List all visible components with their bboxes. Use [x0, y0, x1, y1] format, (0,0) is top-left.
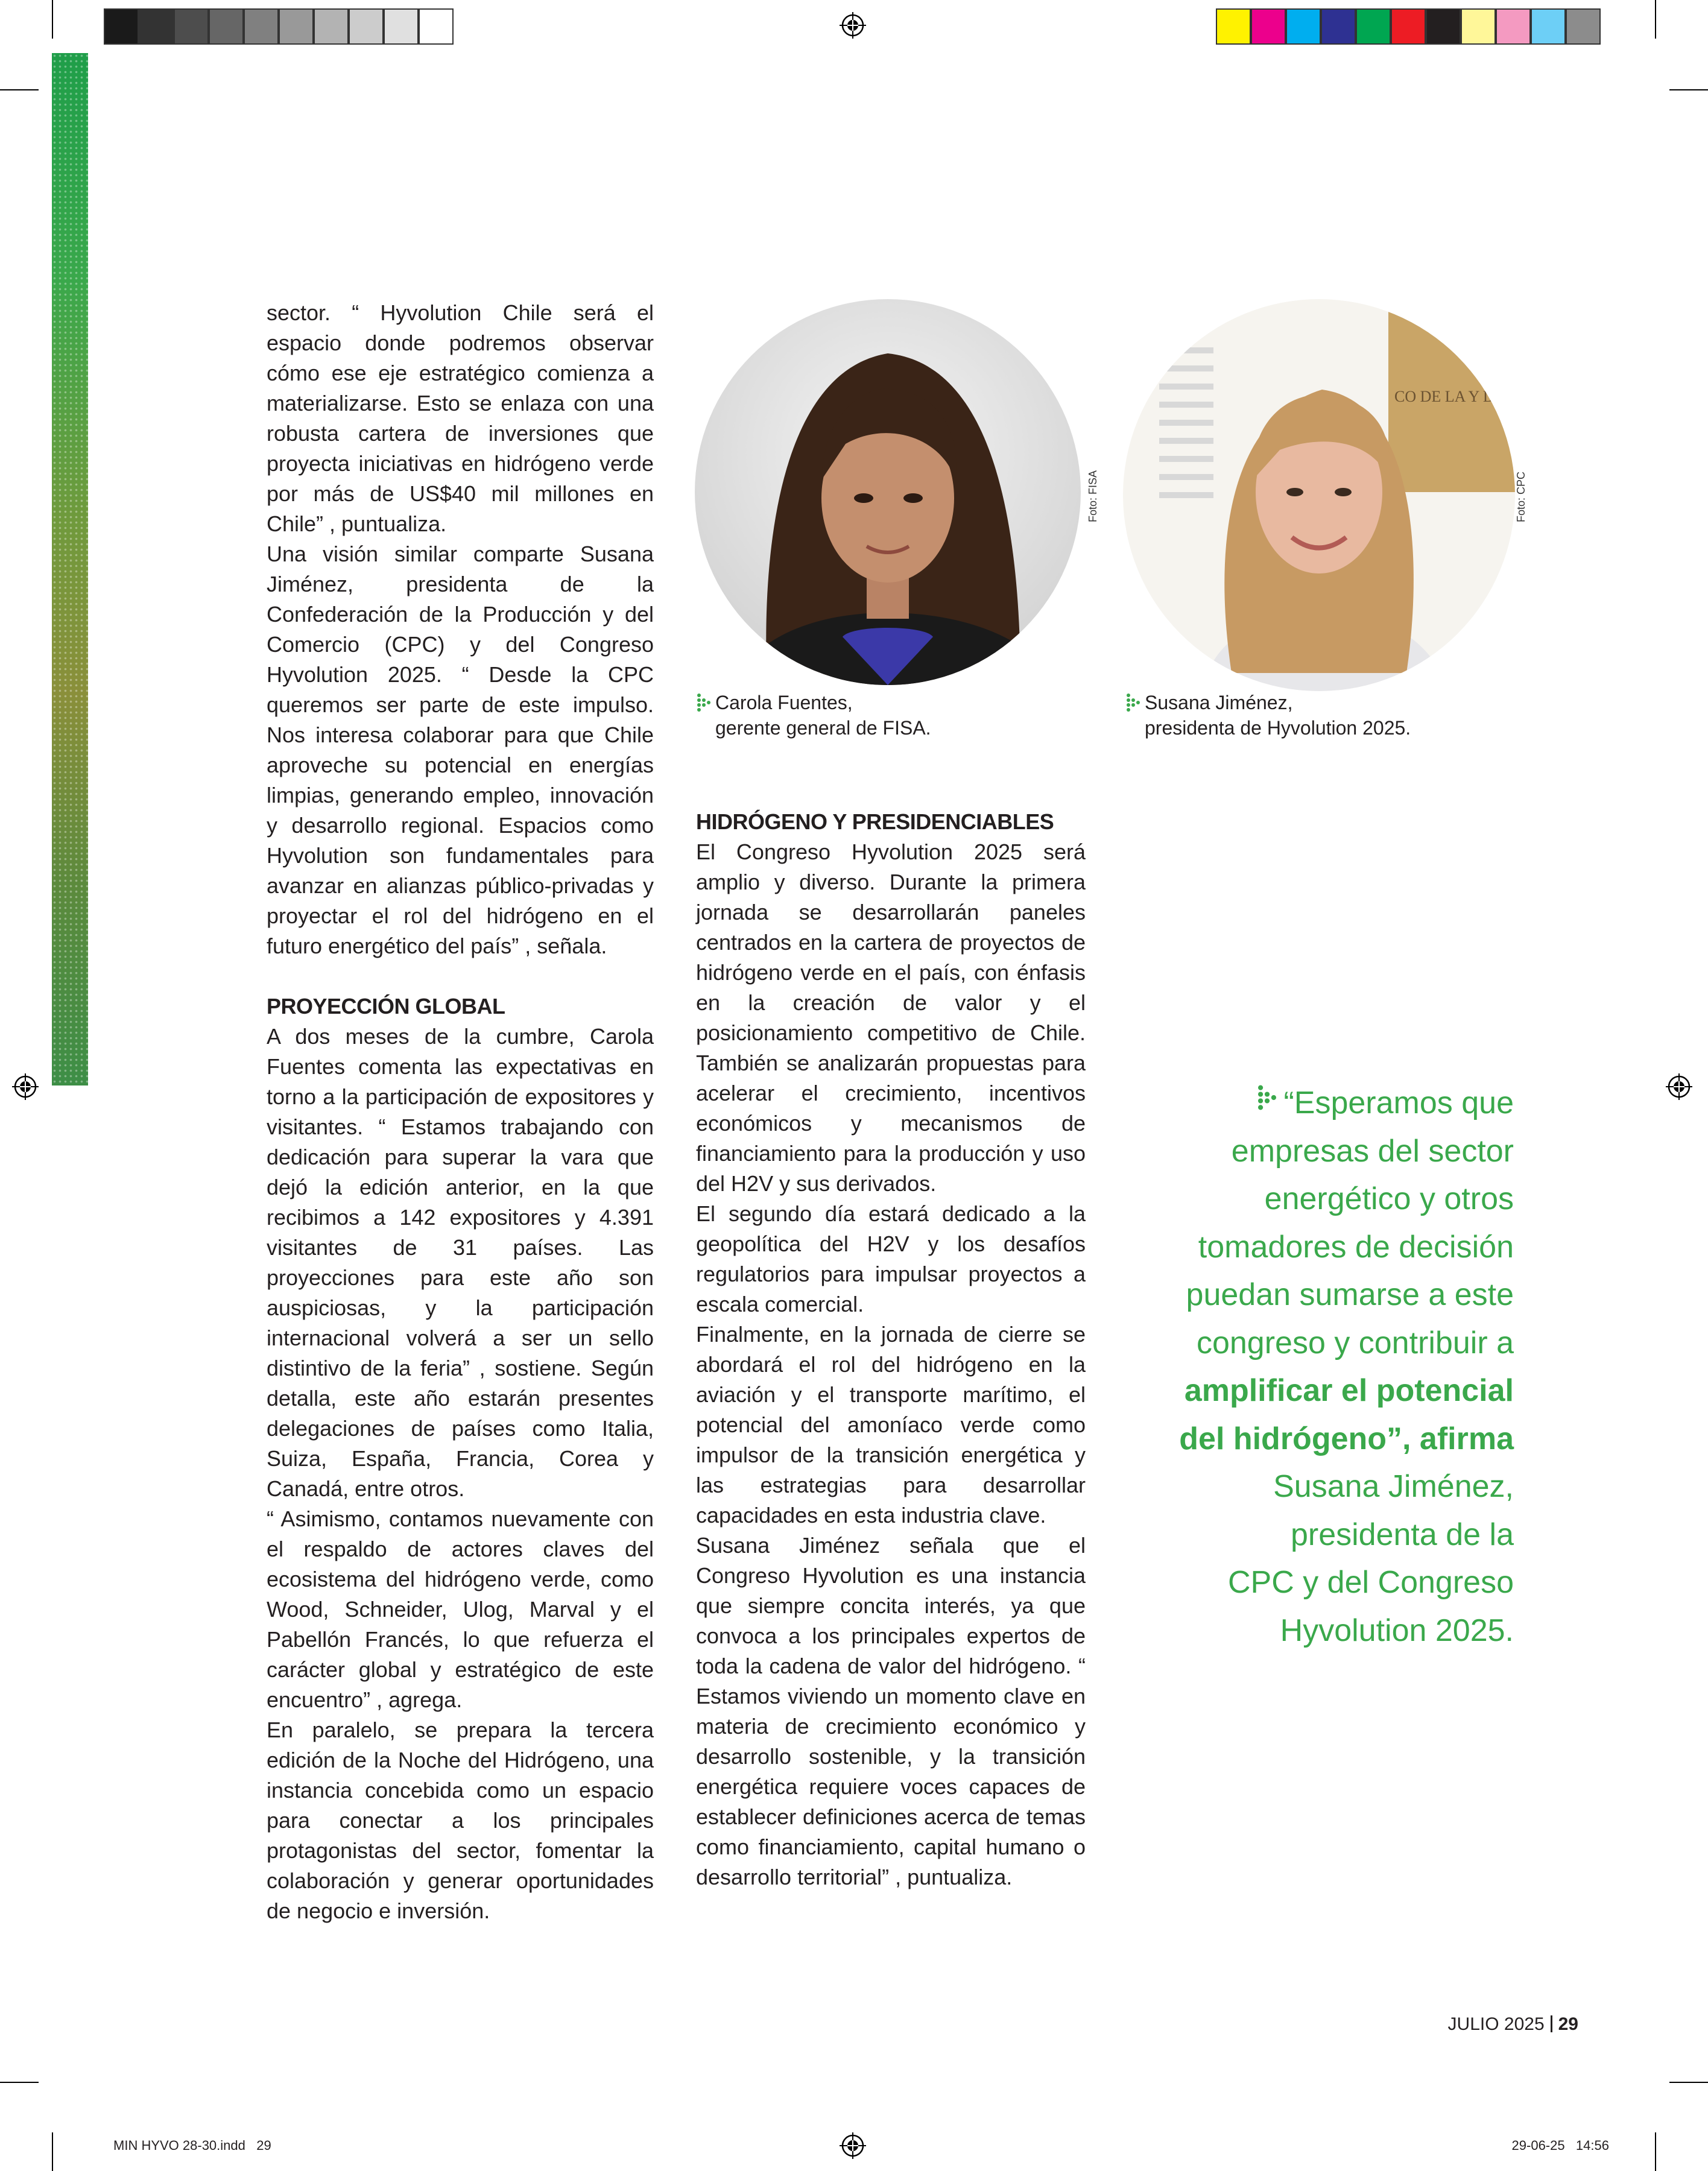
photo-caption-susana: [1145, 690, 1411, 741]
color-swatch-bar: [1216, 8, 1601, 45]
quote-line: Susana Jiménez,: [1273, 1469, 1514, 1504]
gray-swatch: [279, 8, 314, 45]
body-paragraph: “ Asimismo, contamos nuevamente con el respaldo de actores claves del ecosistema del hidrógeno verde, como Wood, Schneider, Ulog, Marval y el Pabellón Francés, lo que refuerza el carácter global y estratégico de este encuentro” , agrega.: [267, 1506, 654, 1712]
gray-swatch: [419, 8, 454, 45]
gray-swatch: [139, 8, 174, 45]
crop-mark: [1655, 2132, 1656, 2171]
gray-swatch: [349, 8, 384, 45]
gray-swatch: [244, 8, 279, 45]
crop-mark: [1669, 89, 1708, 90]
photo-caption-carola: [715, 690, 931, 741]
left-text-column: [267, 298, 654, 1926]
color-swatch: [1391, 8, 1426, 45]
dot-triangle-bullet-icon: [1127, 694, 1140, 712]
middle-text-column: [696, 807, 1086, 1892]
crop-mark: [0, 2082, 39, 2083]
body-paragraph: Susana Jiménez señala que el Congreso Hyvolution es una instancia que siempre concita interés, ya que convoca a los principales expertos de toda la cadena de valor del hidrógeno. “ Estamos viviendo un momento clave en materia de crecimiento económico y desarrollo sostenible, y la transición energética requiere voces capaces de establecer definiciones acerca de temas como financiamiento, capital humano o desarrollo territorial” , puntualiza.: [696, 1533, 1086, 1889]
photo-credit: Foto: CPC: [1515, 471, 1527, 522]
gray-swatch: [384, 8, 419, 45]
gray-swatch: [209, 8, 244, 45]
color-swatch: [1531, 8, 1566, 45]
registration-mark-top-icon: [840, 12, 866, 39]
gray-swatch: [174, 8, 209, 45]
quote-line: energético y otros: [1264, 1181, 1514, 1216]
issue-date: JULIO 2025: [1447, 2014, 1545, 2034]
quote-line-bold: del hidrógeno”, afirma: [1179, 1421, 1514, 1456]
body-paragraph: A dos meses de la cumbre, Carola Fuentes comenta las expectativas en torno a la participación de expositores y visitantes. “ Estamos trabajando con dedicación para superar la vara que dejó la edición anterior, en la que recibimos a 142 expositores y 4.391 visitantes de 31 países. Las proyecciones para este año son auspiciosas, y la participación internacional volverá a ser un sello distintivo de la feria” , sostiene. Según detalla, este año estarán presentes delegaciones de países como Italia, Suiza, España, Francia, Corea y Canadá, entre otros.: [267, 1024, 654, 1501]
dot-triangle-bullet-icon: [697, 694, 710, 712]
color-swatch: [1461, 8, 1496, 45]
slug-timestamp: 29-06-25 14:56: [1511, 2138, 1609, 2153]
susana-jimenez-photo: [1123, 299, 1515, 691]
color-swatch: [1356, 8, 1391, 45]
quote-line: puedan sumarse a este: [1186, 1277, 1514, 1312]
crop-mark: [1655, 0, 1656, 39]
color-swatch: [1321, 8, 1356, 45]
caption-role: gerente general de FISA.: [715, 717, 931, 739]
quote-line: congreso y contribuir a: [1196, 1325, 1514, 1360]
registration-mark-left-icon: [12, 1073, 39, 1100]
page-folio: [1448, 2014, 1578, 2035]
crop-mark: [52, 0, 53, 39]
gray-swatch: [104, 8, 139, 45]
page-number: 29: [1558, 2014, 1578, 2034]
crop-mark: [52, 2132, 53, 2171]
body-paragraph: En paralelo, se prepara la tercera edición de la Noche del Hidrógeno, una instancia concebida como un espacio para conectar a los principales protagonistas del sector, fomentar la colaboración y generar oportunidades de negocio e inversión.: [267, 1718, 654, 1923]
quote-line: CPC y del Congreso: [1228, 1565, 1514, 1600]
crop-mark: [1669, 2082, 1708, 2083]
color-swatch: [1566, 8, 1601, 45]
dot-triangle-bullet-icon: [1258, 1084, 1276, 1111]
decorative-green-strip: [52, 53, 88, 1086]
color-swatch: [1216, 8, 1251, 45]
quote-line: “Esperamos que: [1283, 1086, 1514, 1120]
quote-line: presidenta de la: [1290, 1517, 1514, 1552]
caption-role: presidenta de Hyvolution 2025.: [1145, 717, 1411, 739]
color-swatch: [1251, 8, 1286, 45]
body-paragraph: El segundo día estará dedicado a la geopolítica del H2V y los desafíos regulatorios para impulsar proyectos a escala comercial.: [696, 1201, 1086, 1316]
color-swatch: [1426, 8, 1461, 45]
caption-name: Susana Jiménez,: [1145, 692, 1293, 713]
quote-line: empresas del sector: [1231, 1133, 1514, 1169]
quote-line: tomadores de decisión: [1198, 1229, 1514, 1265]
gray-swatch: [314, 8, 349, 45]
body-paragraph: Finalmente, en la jornada de cierre se abordará el rol del hidrógeno en la aviación y el transporte marítimo, el potencial del amoníaco verde como impulsor de la transición energética y las estrategias para desarrollar capacidades en esta industria clave.: [696, 1322, 1086, 1528]
section-heading: PROYECCIÓN GLOBAL: [267, 994, 505, 1019]
section-heading: HIDRÓGENO Y PRESIDENCIABLES: [696, 809, 1054, 834]
crop-mark: [0, 89, 39, 90]
quote-line-bold: amplificar el potencial: [1184, 1373, 1514, 1408]
quote-line: Hyvolution 2025.: [1280, 1613, 1514, 1648]
body-paragraph: Una visión similar comparte Susana Jiménez, presidenta de la Confederación de la Producción y del Comercio (CPC) y del Congreso Hyvolution 2025. “ Desde la CPC queremos ser parte de este impulso. Nos interesa colaborar para que Chile aproveche su potencial en energías limpias, generando empleo, innovación y desarrollo regional. Espacios como Hyvolution son fundamentales para avanzar en alianzas público-privadas y proyectar el rol del hidrógeno en el futuro energético del país” , señala.: [267, 542, 654, 958]
carola-fuentes-photo: [695, 299, 1081, 685]
sign-text: CO DE LA Y DEL: [1394, 388, 1514, 405]
gray-swatch-bar: [104, 8, 454, 45]
caption-name: Carola Fuentes,: [715, 692, 853, 713]
color-swatch: [1286, 8, 1321, 45]
folio-separator: [1551, 2015, 1552, 2032]
registration-mark-bottom-icon: [840, 2132, 866, 2159]
photo-credit: Foto: FISA: [1087, 470, 1099, 522]
body-paragraph: El Congreso Hyvolution 2025 será amplio y diverso. Durante la primera jornada se desarrollarán paneles centrados en la cartera de proyectos de hidrógeno verde en el país, con énfasis en la creación de valor y el posicionamiento competitivo de Chile. También se analizarán propuestas para acelerar el crecimiento, incentivos económicos y mecanismos de financiamiento para la producción y uso del H2V y sus derivados.: [696, 839, 1086, 1196]
registration-mark-right-icon: [1666, 1073, 1692, 1100]
color-swatch: [1496, 8, 1531, 45]
body-paragraph: sector. “ Hyvolution Chile será el espacio donde podremos observar cómo ese eje estratégico comienza a materializarse. Esto se enlaza con una robusta cartera de inversiones que proyecta iniciativas en hidrógeno verde por más de US$40 mil millones en Chile” , puntualiza.: [267, 300, 654, 536]
pull-quote: [1170, 1079, 1514, 1655]
slug-filename: MIN HYVO 28-30.indd 29: [113, 2138, 271, 2153]
